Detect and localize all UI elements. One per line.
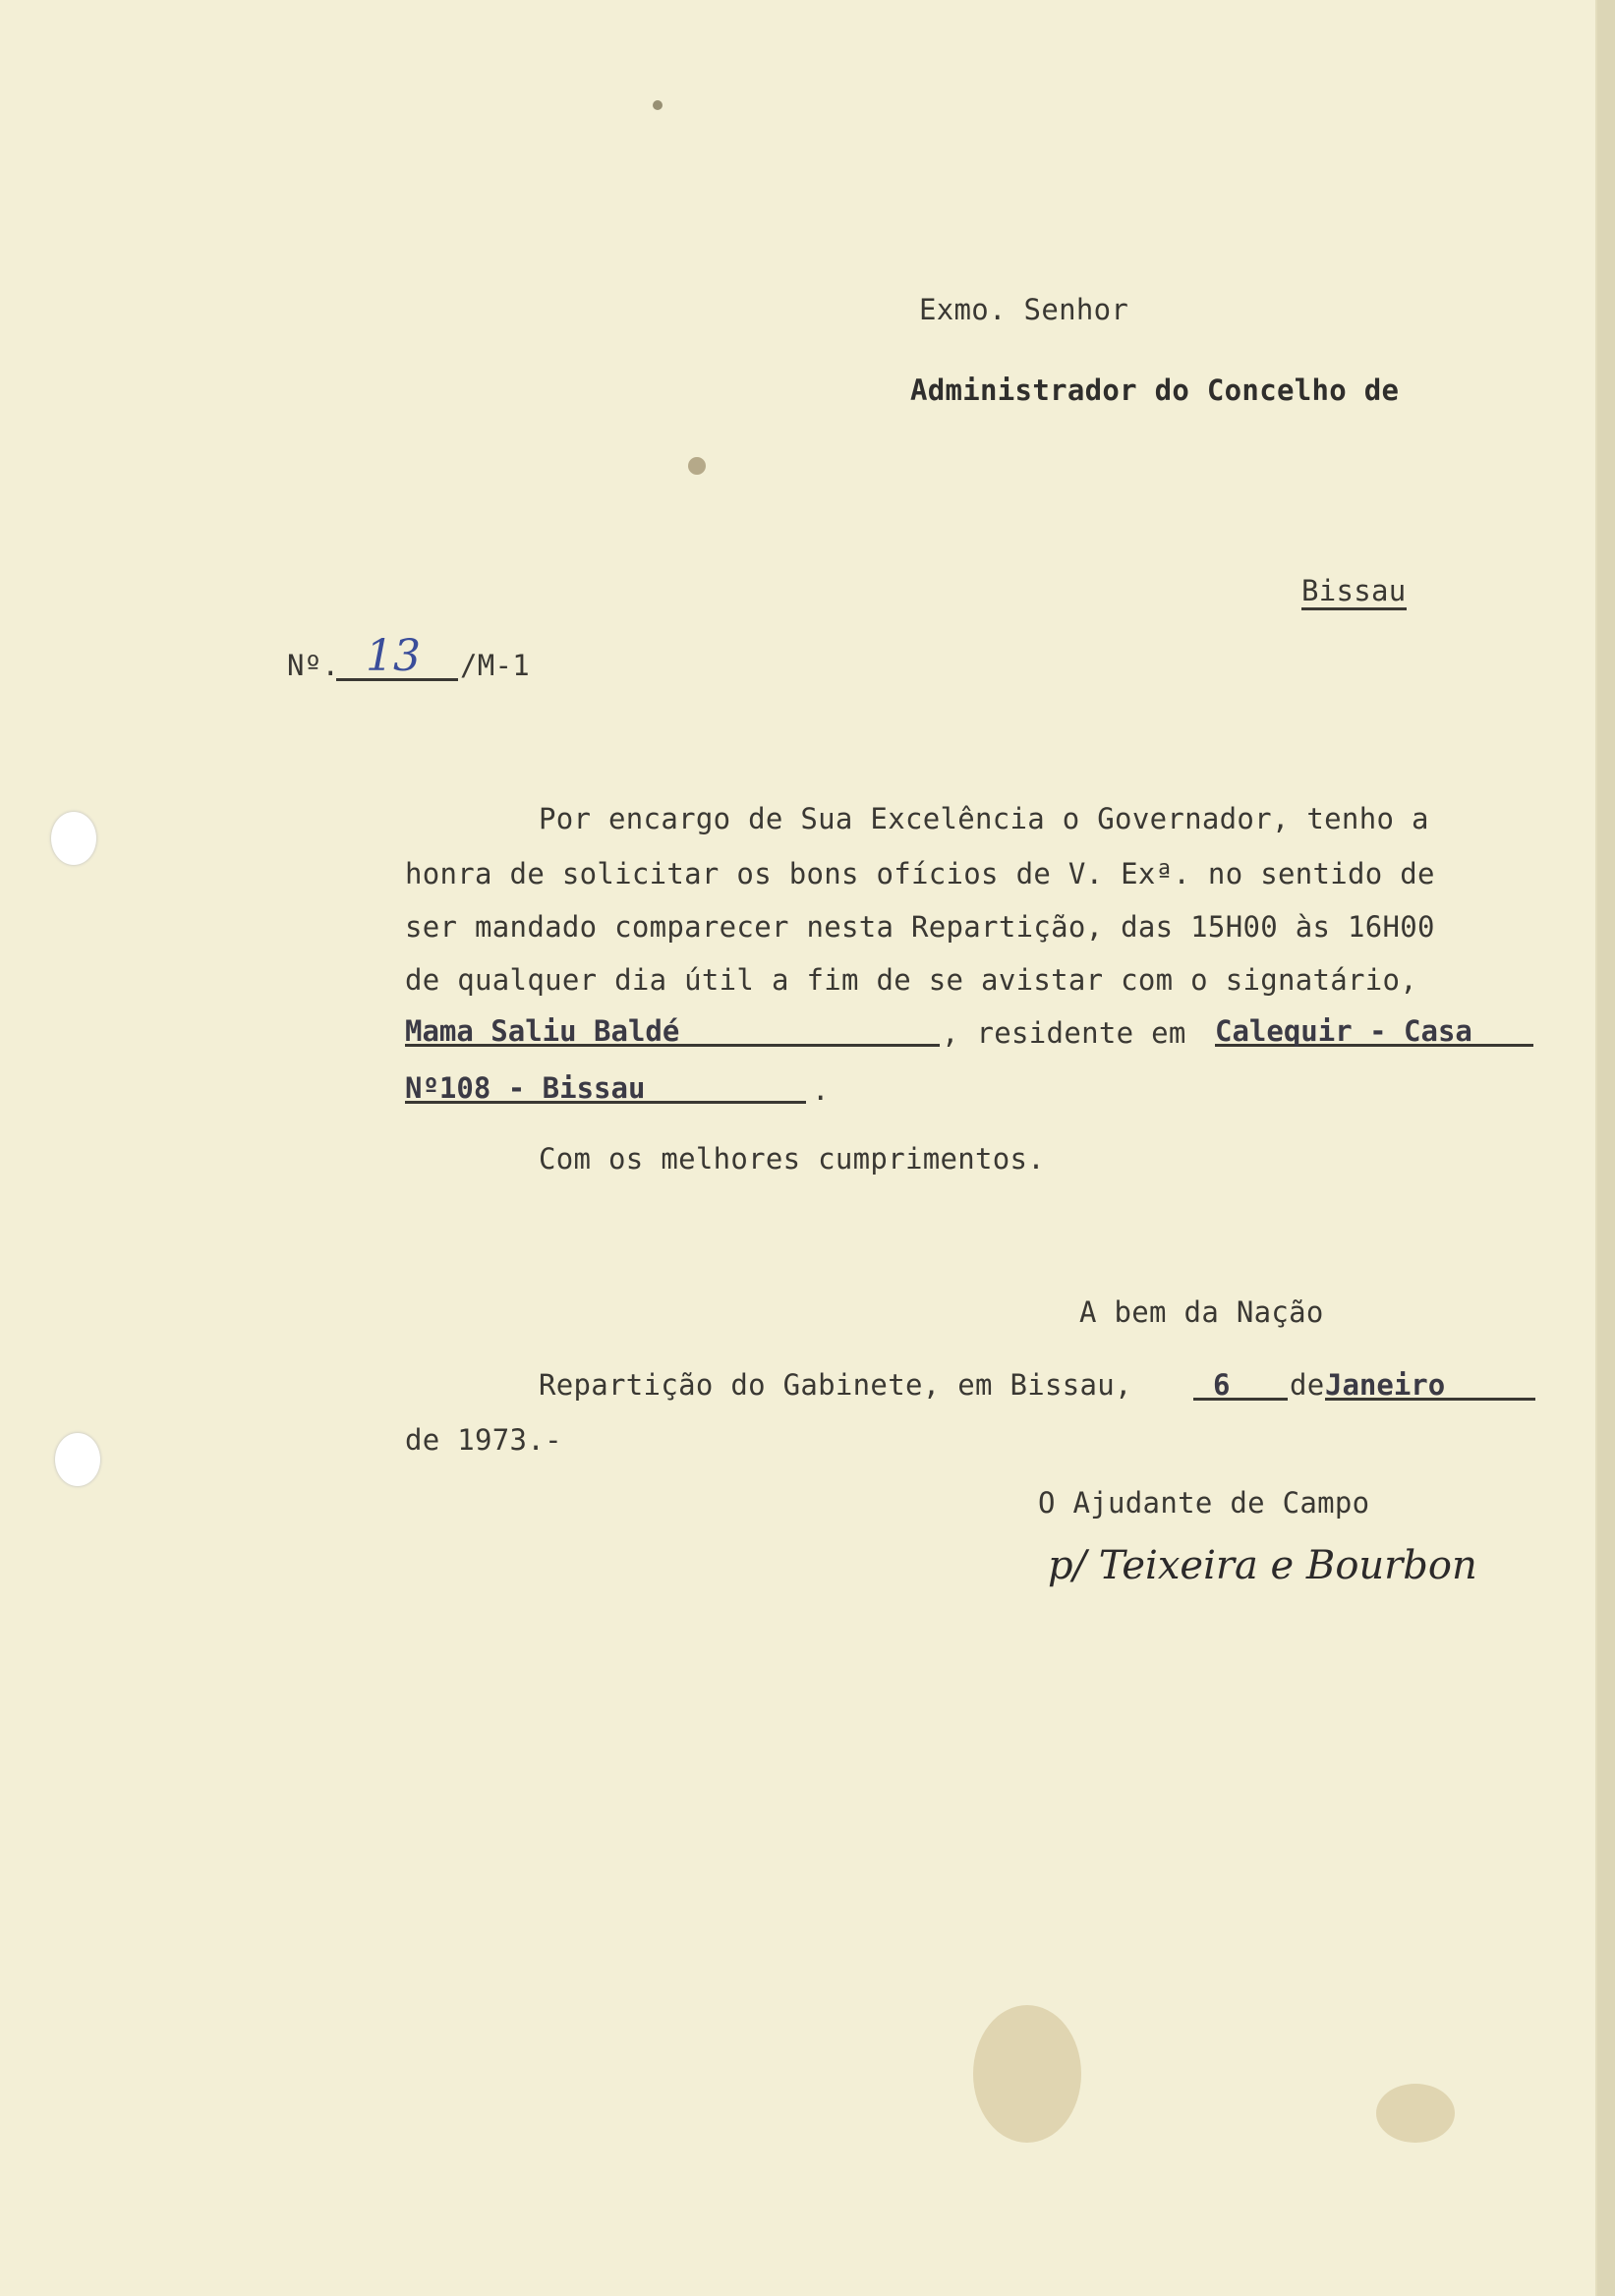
day: 6 [1213, 1368, 1231, 1402]
signer-title: O Ajudante de Campo [1038, 1486, 1370, 1520]
address-part-2: Nº108 - Bissau [405, 1071, 646, 1105]
salutation: Exmo. Senhor [919, 293, 1129, 326]
body-line-2: honra de solicitar os bons ofícios de V. Exª. no sentido de [405, 857, 1435, 890]
month: Janeiro [1325, 1368, 1446, 1402]
reference-number-field [336, 631, 458, 681]
page-edge [1597, 0, 1615, 2296]
address-end: . [812, 1073, 830, 1107]
regards: Com os melhores cumprimentos. [539, 1142, 1046, 1176]
body-line-1: Por encargo de Sua Excelência o Governador, tenho a [539, 802, 1429, 835]
signature: p/ Teixeira e Bourbon [1048, 1543, 1477, 1588]
addressee-title: Administrador do Concelho de [910, 373, 1400, 407]
punch-hole-bottom [55, 1433, 100, 1486]
address-field-1 [1215, 1012, 1533, 1047]
reference-suffix: /M-1 [460, 649, 531, 682]
motto: A bem da Nação [1079, 1295, 1324, 1329]
place-text: Repartição do Gabinete, em Bissau, [539, 1368, 1132, 1402]
day-field [1193, 1366, 1288, 1401]
reference-number: 13 [366, 631, 421, 681]
stain [653, 100, 663, 110]
address-field-2 [405, 1069, 806, 1104]
body-line-4: de qualquer dia útil a fim de se avistar com o signatário, [405, 963, 1418, 997]
year-line: de 1973.- [405, 1423, 562, 1457]
stain [973, 2005, 1081, 2143]
stain [688, 457, 706, 475]
month-field [1325, 1366, 1535, 1401]
person-name-field [405, 1012, 940, 1047]
punch-hole-top [51, 812, 96, 865]
addressee-city: Bissau [1301, 574, 1407, 610]
residente-label: , residente em [942, 1016, 1186, 1050]
body-line-3: ser mandado comparecer nesta Repartição, das 15H00 às 16H00 [405, 910, 1435, 944]
reference-prefix: Nº. [287, 649, 340, 682]
person-name: Mama Saliu Baldé [405, 1014, 680, 1048]
address-part-1: Calequir - Casa [1215, 1014, 1472, 1048]
stain [1376, 2084, 1455, 2143]
de-label: de [1290, 1368, 1325, 1402]
